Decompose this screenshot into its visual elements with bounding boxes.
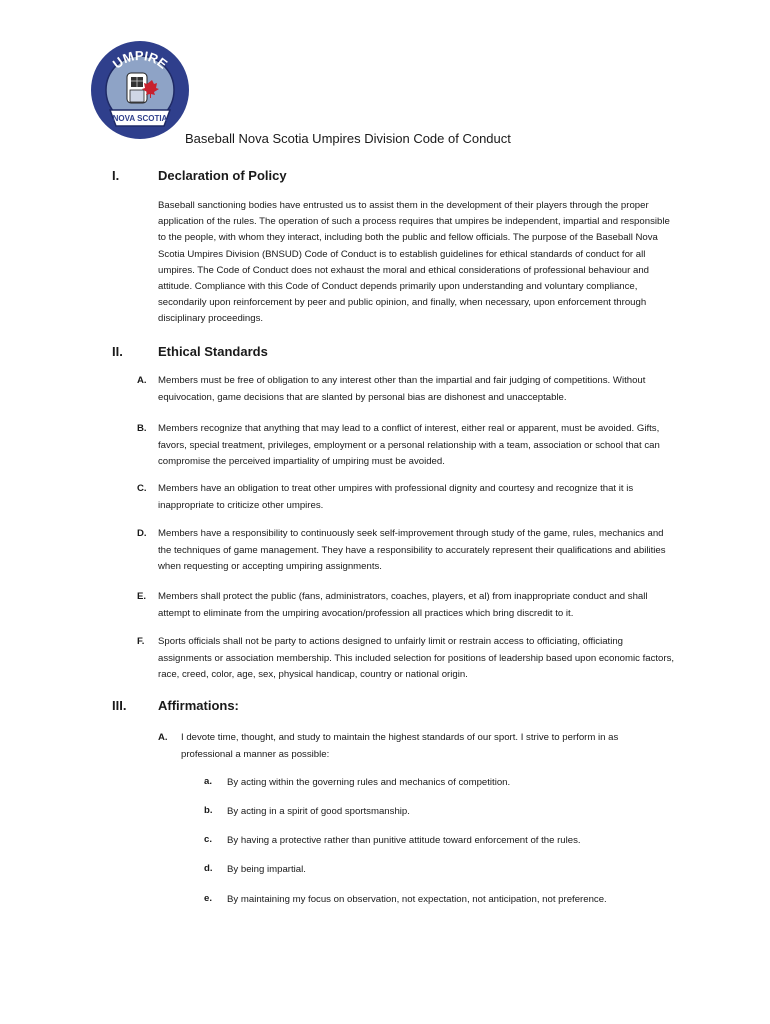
affirmation-sub-a-text: By acting within the governing rules and mechanics of competition.: [227, 777, 511, 788]
affirmation-sub-c-text: By having a protective rather than punitive attitude toward enforcement of the rules.: [227, 835, 581, 846]
affirmation-sub-c-letter: c.: [204, 834, 213, 845]
logo-banner-text: NOVA SCOTIA: [112, 114, 168, 123]
section-1-heading: Declaration of Policy: [158, 168, 287, 183]
standard-a-text: Members must be free of obligation to any interest other than the impartial and fair judging of competitions. Without equivocation, game decisions that are slanted by personal bias are dishonest and unacceptable.: [158, 375, 646, 403]
standard-e-letter: E.: [137, 591, 147, 602]
umpire-figure-icon: [127, 73, 147, 103]
section-2-heading: Ethical Standards: [158, 344, 268, 359]
section-3-heading: Affirmations:: [158, 698, 239, 713]
standard-a-letter: A.: [137, 375, 147, 386]
affirmation-a-letter: A.: [158, 732, 168, 743]
document-title: Baseball Nova Scotia Umpires Division Code of Conduct: [185, 131, 511, 146]
umpire-division-logo: [90, 40, 190, 140]
standard-c-letter: C.: [137, 483, 147, 494]
affirmation-a-text: I devote time, thought, and study to maintain the highest standards of our sport. I strive to perform in as professional a manner as possible:: [181, 732, 619, 760]
affirmation-sub-a-letter: a.: [204, 776, 213, 787]
section-1-body: Baseball sanctioning bodies have entrusted us to assist them in the development of their players through the proper application of the rules. The operation of such a process requires that umpires be independent, impartial and responsible to the people, with whom they interact, including both the public and fellow officials. The purpose of the Baseball Nova Scotia Umpires Division (BNSUD) Code of Conduct is to establish guidelines for ethical standards of conduct for all umpires. The Code of Conduct does not exhaust the moral and ethical considerations of professional behaviour and attitude. Compliance with this Code of Conduct depends primarily upon understanding and voluntary compliance, secondarily upon reinforcement by peer and public opinion, and finally, when necessary, upon enforcement through disciplinary proceedings.: [158, 200, 670, 325]
standard-d-text: Members have a responsibility to continuously seek self-improvement through study of the game, rules, mechanics and the techniques of game management. They have a responsibility to accurately represent their qualifications and abilities when requesting or accepting umpiring assignments.: [158, 528, 666, 573]
standard-b-text: Members recognize that anything that may lead to a conflict of interest, either real or apparent, must be avoided. Gifts, favors, special treatment, privileges, employment or a personal relationship with a team, association or school that can compromise the perceived impartiality of umpiring must be avoided.: [158, 423, 660, 468]
standard-c-text: Members have an obligation to treat other umpires with professional dignity and courtesy and recognize that it is inappropriate to criticize other umpires.: [158, 483, 634, 511]
standard-e-text: Members shall protect the public (fans, administrators, coaches, players, et al) from inappropriate conduct and shall attempt to eliminate from the umpiring avocation/profession all practices which bring discredit to it.: [158, 591, 648, 619]
section-1-number: I.: [112, 168, 120, 183]
affirmation-sub-d-letter: d.: [204, 863, 213, 874]
affirmation-sub-e-text: By maintaining my focus on observation, not expectation, not anticipation, not preference.: [227, 894, 607, 905]
affirmation-sub-e-letter: e.: [204, 893, 213, 904]
section-2-number: II.: [112, 344, 123, 359]
standard-d-letter: D.: [137, 528, 147, 539]
standard-f-letter: F.: [137, 636, 145, 647]
section-3-number: III.: [112, 698, 127, 713]
standard-f-text: Sports officials shall not be party to actions designed to unfairly limit or restrain access to officiating, officiating assignments or association membership. This included selection for positions of leadership based upon economic factors, race, creed, color, age, sex, physical handicap, country or national origin.: [158, 636, 675, 681]
affirmation-sub-b-letter: b.: [204, 805, 213, 816]
affirmation-sub-d-text: By being impartial.: [227, 864, 306, 875]
standard-b-letter: B.: [137, 423, 147, 434]
logo-top-text: UMPIRE: [109, 47, 171, 72]
affirmation-sub-b-text: By acting in a spirit of good sportsmanship.: [227, 806, 410, 817]
